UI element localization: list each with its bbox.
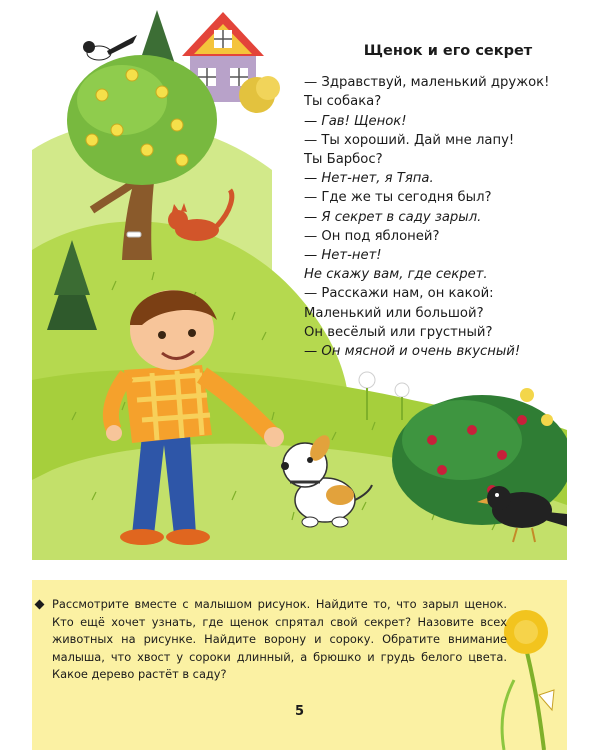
poem-line: — Нет-нет!	[304, 248, 382, 264]
poem-lines	[304, 73, 564, 361]
poem-line: — Он мясной и очень вкусный!	[304, 344, 521, 360]
poem-line: — Здравствуй, маленький дружок!	[304, 75, 550, 91]
poem-title: Щенок и его секрет	[363, 43, 533, 59]
bone	[127, 232, 141, 237]
page-number: 5	[295, 704, 305, 719]
poem	[304, 42, 564, 361]
poem-line: — Ты хороший. Дай мне лапу!	[304, 132, 515, 148]
poem-line: — Нет-нет, я Тяпа.	[304, 171, 434, 187]
poem-line: — Он под яблоней?	[304, 228, 440, 244]
poem-line: — Гав! Щенок!	[304, 113, 407, 129]
poem-line: — Я секрет в саду зарыл.	[304, 209, 482, 225]
poem-line: Не скажу вам, где секрет.	[304, 267, 488, 283]
task-text: Рассмотрите вместе с малышом рисунок. Найдите то, что зарыл щенок. Кто ещё хочет узнать, где щенок спрятал свой секрет? Назовите всех животных на рисунке. Найдите ворону и сороку. Обратите внимание малыша, что хвост у сороки длинный, а брюшко и грудь белого цвета. Какое дерево растёт в саду?	[52, 597, 507, 682]
poem-line: — Расскажи нам, он какой:	[304, 286, 494, 302]
task-text-block	[52, 596, 507, 684]
poem-line: — Где же ты сегодня был?	[304, 190, 492, 206]
poem-line: Ты Барбос?	[304, 152, 383, 168]
poem-line: Ты собака?	[304, 94, 382, 110]
poem-line: Он весёлый или грустный?	[304, 324, 493, 340]
poem-line: Маленький или большой?	[304, 305, 484, 321]
